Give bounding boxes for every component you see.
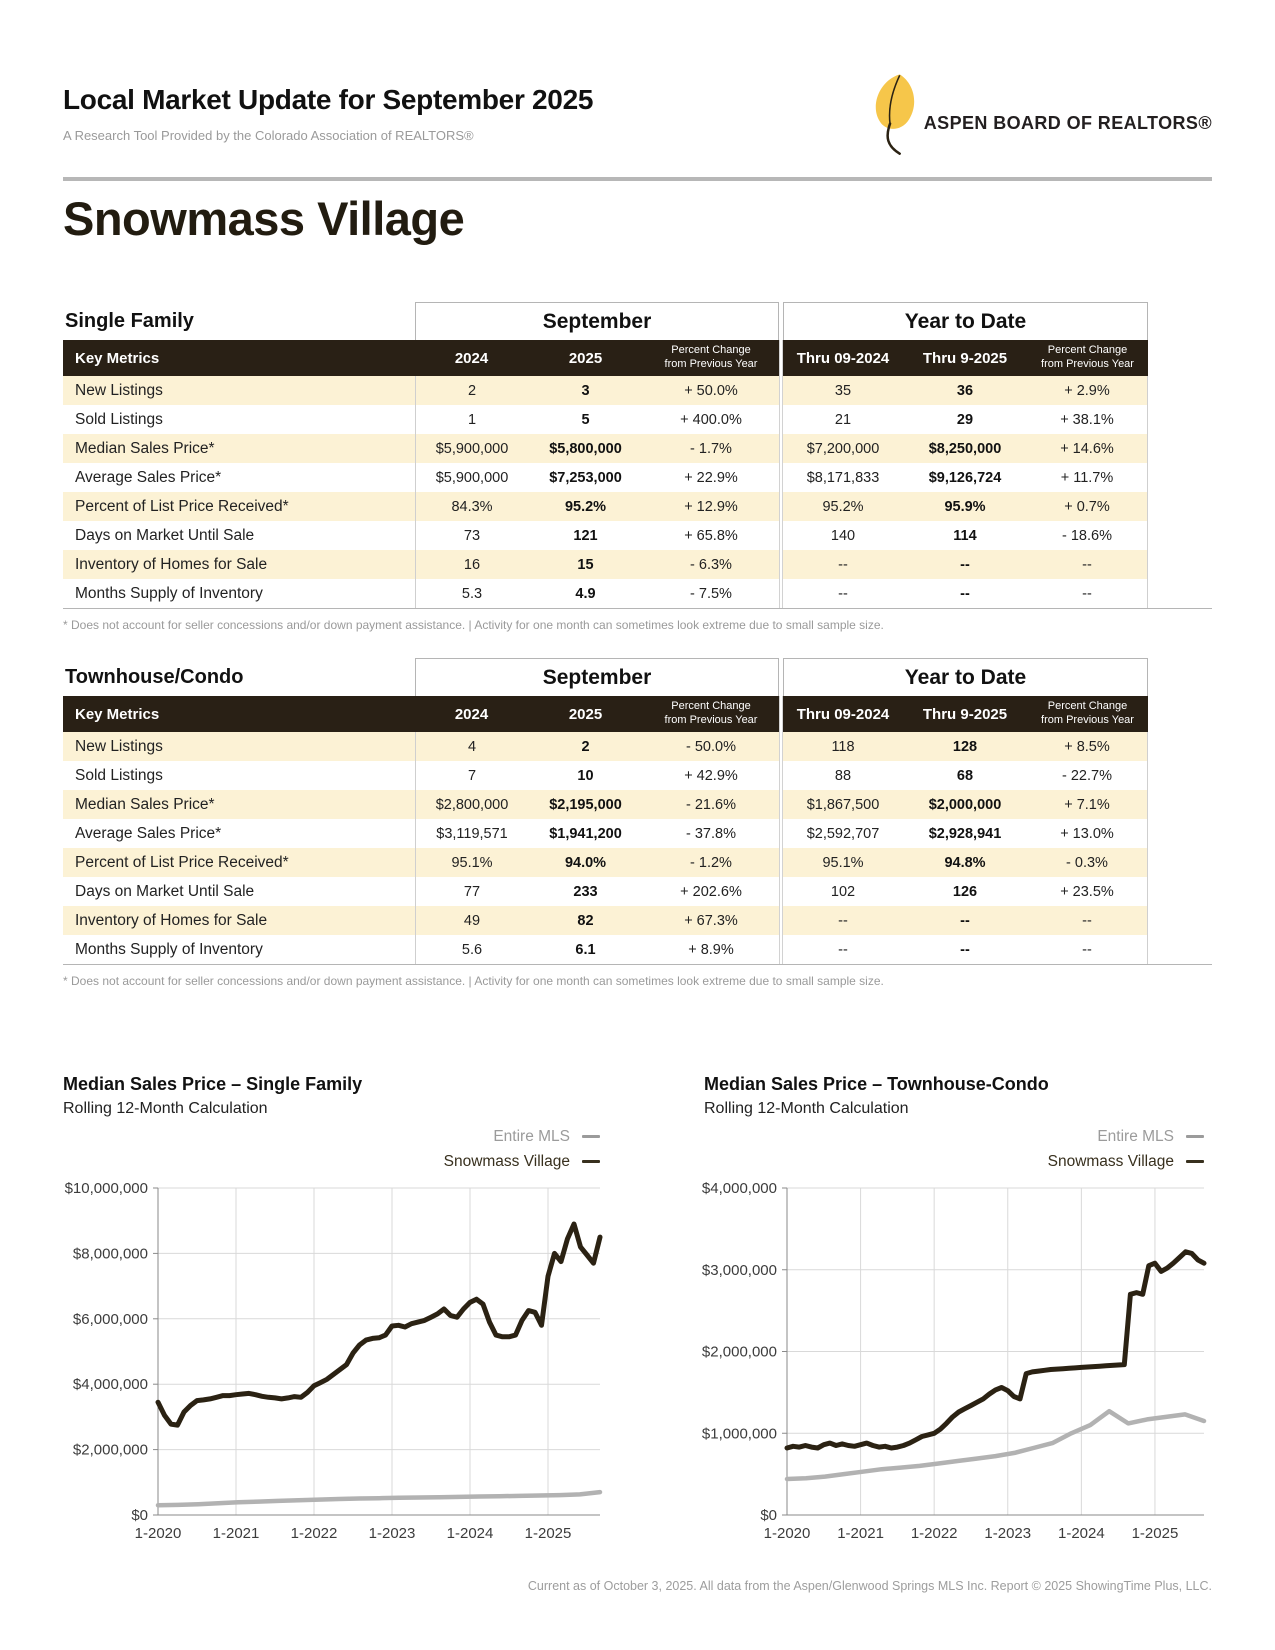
column-header: Thru 9-2025	[903, 696, 1027, 732]
metric-value: - 1.7%	[643, 434, 779, 463]
y-tick-label: $3,000,000	[701, 1261, 777, 1279]
metric-value: - 6.3%	[643, 550, 779, 579]
metric-value: 49	[415, 906, 528, 935]
legend-entry	[682, 1124, 1204, 1149]
metric-value: + 14.6%	[1027, 434, 1148, 463]
y-tick-label: $10,000,000	[64, 1180, 148, 1197]
legend-entry	[63, 1149, 600, 1174]
table-row	[63, 935, 1212, 964]
metric-value: 140	[783, 521, 903, 550]
report-title: Local Market Update for September 2025	[63, 84, 594, 115]
metric-value: $8,171,833	[783, 463, 903, 492]
table-row	[63, 405, 1212, 434]
metric-value: + 202.6%	[643, 877, 779, 906]
metric-value: - 50.0%	[643, 732, 779, 761]
metric-value: + 400.0%	[643, 405, 779, 434]
metric-label: Months Supply of Inventory	[63, 935, 415, 964]
column-header: Percent Change from Previous Year	[1027, 340, 1148, 376]
group-header-september: September	[415, 658, 779, 696]
page-title: Snowmass Village	[63, 192, 465, 245]
metric-value: + 23.5%	[1027, 877, 1148, 906]
chart-plot	[682, 1174, 1212, 1549]
metric-value: 88	[783, 761, 903, 790]
metric-value: 128	[903, 732, 1027, 761]
metric-value: $5,900,000	[415, 434, 528, 463]
report-subtitle: A Research Tool Provided by the Colorado Association of REALTORS®	[63, 128, 474, 143]
metric-value: 102	[783, 877, 903, 906]
x-tick-label: 1-2025	[524, 1525, 572, 1542]
table-group-header-row	[63, 658, 1212, 696]
table-row	[63, 732, 1212, 761]
report-header	[63, 0, 1212, 161]
metric-value: 4.9	[528, 579, 643, 608]
y-tick-label: $0	[131, 1507, 148, 1524]
metric-label: New Listings	[63, 732, 415, 761]
metric-value: - 22.7%	[1027, 761, 1148, 790]
metric-label: Days on Market Until Sale	[63, 877, 415, 906]
metric-label: Sold Listings	[63, 761, 415, 790]
metric-value: 118	[783, 732, 903, 761]
metric-label: Median Sales Price*	[63, 790, 415, 819]
metric-value: $2,000,000	[903, 790, 1027, 819]
table-row	[63, 906, 1212, 935]
metric-value: --	[903, 906, 1027, 935]
metric-value: $9,126,724	[903, 463, 1027, 492]
metric-value: 114	[903, 521, 1027, 550]
legend-entry	[63, 1124, 600, 1149]
group-header-year-to-date: Year to Date	[783, 302, 1148, 340]
legend-label: Snowmass Village	[1047, 1153, 1174, 1170]
metric-value: $1,941,200	[528, 819, 643, 848]
metric-value: $7,200,000	[783, 434, 903, 463]
report-footer: Current as of October 3, 2025. All data from the Aspen/Glenwood Springs MLS Inc. Report © 2025 ShowingTime Plus, LLC.	[527, 1579, 1212, 1593]
x-tick-label: 1-2020	[134, 1525, 182, 1542]
y-tick-label: $1,000,000	[701, 1425, 777, 1443]
chart-title: Median Sales Price – Townhouse-Condo	[704, 1074, 1049, 1094]
metric-label: Median Sales Price*	[63, 434, 415, 463]
metric-value: + 22.9%	[643, 463, 779, 492]
y-tick-label: $6,000,000	[72, 1310, 148, 1328]
metric-value: + 50.0%	[643, 376, 779, 405]
metric-value: - 1.2%	[643, 848, 779, 877]
metric-value: 68	[903, 761, 1027, 790]
x-tick-label: 1-2020	[763, 1525, 811, 1542]
section-label: Townhouse/Condo	[65, 665, 244, 688]
chart-legend	[682, 1124, 1212, 1174]
metric-value: 16	[415, 550, 528, 579]
metric-value: + 42.9%	[643, 761, 779, 790]
column-header: 2024	[415, 340, 528, 376]
logo-text: ASPEN BOARD OF REALTORS®	[923, 113, 1212, 133]
metric-value: --	[903, 579, 1027, 608]
metric-value: 95.2%	[783, 492, 903, 521]
legend-line-swatch	[1186, 1160, 1204, 1163]
metric-value: 95.2%	[528, 492, 643, 521]
y-tick-label: $0	[760, 1507, 777, 1524]
metric-value: 10	[528, 761, 643, 790]
metric-label: Sold Listings	[63, 405, 415, 434]
metric-value: 35	[783, 376, 903, 405]
metric-value: - 18.6%	[1027, 521, 1148, 550]
column-header: Thru 09-2024	[783, 340, 903, 376]
metric-value: 7	[415, 761, 528, 790]
series-line-entire-mls	[158, 1492, 600, 1505]
legend-label: Entire MLS	[493, 1128, 570, 1145]
table-row	[63, 579, 1212, 608]
metric-value: $7,253,000	[528, 463, 643, 492]
metric-value: 126	[903, 877, 1027, 906]
metric-label: Inventory of Homes for Sale	[63, 906, 415, 935]
single-family-chart	[63, 1074, 608, 1549]
column-header: Key Metrics	[63, 340, 415, 376]
metric-value: $2,800,000	[415, 790, 528, 819]
metric-label: Percent of List Price Received*	[63, 848, 415, 877]
x-tick-label: 1-2022	[290, 1525, 338, 1542]
metric-value: - 0.3%	[1027, 848, 1148, 877]
metric-label: Days on Market Until Sale	[63, 521, 415, 550]
metric-value: - 7.5%	[643, 579, 779, 608]
column-header: 2025	[528, 696, 643, 732]
x-tick-label: 1-2024	[1057, 1525, 1105, 1542]
metric-value: --	[783, 906, 903, 935]
metric-value: 5.6	[415, 935, 528, 964]
metric-value: --	[1027, 550, 1148, 579]
chart-legend	[63, 1124, 608, 1174]
series-line-snowmass-village	[158, 1224, 600, 1425]
metric-value: --	[783, 579, 903, 608]
metric-value: 121	[528, 521, 643, 550]
metric-value: --	[783, 550, 903, 579]
header-text-block	[63, 84, 593, 143]
metric-value: $2,928,941	[903, 819, 1027, 848]
chart-subtitle: Rolling 12-Month Calculation	[63, 1100, 268, 1117]
metric-value: 2	[528, 732, 643, 761]
metric-value: 2	[415, 376, 528, 405]
metric-value: - 37.8%	[643, 819, 779, 848]
charts-section	[63, 1074, 1212, 1549]
metric-value: 73	[415, 521, 528, 550]
x-tick-label: 1-2024	[446, 1525, 494, 1542]
townhouse-condo-table	[63, 658, 1212, 965]
metric-value: + 0.7%	[1027, 492, 1148, 521]
table-footnote: * Does not account for seller concessions and/or down payment assistance. | Activity for one month can sometimes look extreme due to small sample size.	[63, 974, 884, 988]
metric-value: --	[1027, 906, 1148, 935]
legend-entry	[682, 1149, 1204, 1174]
metric-value: 21	[783, 405, 903, 434]
metric-label: Average Sales Price*	[63, 463, 415, 492]
divider	[63, 177, 1212, 181]
metric-label: Percent of List Price Received*	[63, 492, 415, 521]
metric-value: 36	[903, 376, 1027, 405]
metric-value: 5.3	[415, 579, 528, 608]
table-row	[63, 492, 1212, 521]
table-row	[63, 790, 1212, 819]
metric-label: New Listings	[63, 376, 415, 405]
metric-value: 15	[528, 550, 643, 579]
column-header: Thru 09-2024	[783, 696, 903, 732]
table-group-header-row	[63, 302, 1212, 340]
metric-value: + 12.9%	[643, 492, 779, 521]
column-header: Key Metrics	[63, 696, 415, 732]
y-tick-label: $8,000,000	[72, 1245, 148, 1263]
table-column-header-row	[63, 340, 1212, 376]
legend-line-swatch	[582, 1160, 600, 1163]
metric-label: Months Supply of Inventory	[63, 579, 415, 608]
metric-value: 82	[528, 906, 643, 935]
y-tick-label: $2,000,000	[72, 1441, 148, 1459]
metric-value: 3	[528, 376, 643, 405]
chart-subtitle: Rolling 12-Month Calculation	[704, 1100, 909, 1117]
column-header: 2024	[415, 696, 528, 732]
chart-plot	[63, 1174, 608, 1549]
metric-value: + 67.3%	[643, 906, 779, 935]
metric-value: 6.1	[528, 935, 643, 964]
table-row	[63, 550, 1212, 579]
metric-value: $5,800,000	[528, 434, 643, 463]
metric-value: $2,592,707	[783, 819, 903, 848]
metric-label: Average Sales Price*	[63, 819, 415, 848]
x-tick-label: 1-2022	[910, 1525, 958, 1542]
legend-label: Snowmass Village	[443, 1153, 570, 1170]
group-header-year-to-date: Year to Date	[783, 658, 1148, 696]
table-row	[63, 848, 1212, 877]
table-row	[63, 463, 1212, 492]
table-row	[63, 819, 1212, 848]
townhouse-condo-chart	[682, 1074, 1212, 1549]
table-row	[63, 434, 1212, 463]
column-header: Percent Change from Previous Year	[643, 696, 779, 732]
aspen-leaf-icon	[862, 72, 920, 161]
metric-label: Inventory of Homes for Sale	[63, 550, 415, 579]
metric-value: 94.8%	[903, 848, 1027, 877]
metric-value: 77	[415, 877, 528, 906]
section-label: Single Family	[65, 309, 194, 332]
metric-value: + 11.7%	[1027, 463, 1148, 492]
metric-value: 95.1%	[415, 848, 528, 877]
metric-value: + 38.1%	[1027, 405, 1148, 434]
column-header: 2025	[528, 340, 643, 376]
metric-value: + 2.9%	[1027, 376, 1148, 405]
legend-line-swatch	[582, 1135, 600, 1138]
x-tick-label: 1-2021	[837, 1525, 884, 1542]
metric-value: $5,900,000	[415, 463, 528, 492]
x-tick-label: 1-2023	[984, 1525, 1032, 1542]
metric-value: --	[783, 935, 903, 964]
metric-value: --	[1027, 935, 1148, 964]
metric-value: $3,119,571	[415, 819, 528, 848]
group-header-september: September	[415, 302, 779, 340]
x-tick-label: 1-2023	[368, 1525, 416, 1542]
metric-value: 1	[415, 405, 528, 434]
metric-value: - 21.6%	[643, 790, 779, 819]
metric-value: 95.1%	[783, 848, 903, 877]
table-row	[63, 376, 1212, 405]
metric-value: + 8.5%	[1027, 732, 1148, 761]
metric-value: 94.0%	[528, 848, 643, 877]
metric-value: 233	[528, 877, 643, 906]
column-header: Percent Change from Previous Year	[1027, 696, 1148, 732]
metric-value: + 8.9%	[643, 935, 779, 964]
metric-value: --	[903, 550, 1027, 579]
single-family-table	[63, 302, 1212, 609]
metric-value: + 13.0%	[1027, 819, 1148, 848]
metric-value: 4	[415, 732, 528, 761]
column-header: Thru 9-2025	[903, 340, 1027, 376]
y-tick-label: $4,000,000	[701, 1180, 777, 1197]
metric-value: $1,867,500	[783, 790, 903, 819]
legend-line-swatch	[1186, 1135, 1204, 1138]
metric-value: 29	[903, 405, 1027, 434]
y-tick-label: $4,000,000	[72, 1376, 148, 1394]
column-header: Percent Change from Previous Year	[643, 340, 779, 376]
y-tick-label: $2,000,000	[701, 1343, 777, 1361]
table-row	[63, 877, 1212, 906]
chart-title: Median Sales Price – Single Family	[63, 1074, 363, 1094]
metric-value: 5	[528, 405, 643, 434]
aspen-board-logo	[862, 72, 1212, 161]
metric-value: $2,195,000	[528, 790, 643, 819]
metric-value: --	[1027, 579, 1148, 608]
metric-value: $8,250,000	[903, 434, 1027, 463]
metric-value: + 65.8%	[643, 521, 779, 550]
table-column-header-row	[63, 696, 1212, 732]
metric-value: --	[903, 935, 1027, 964]
table-row	[63, 521, 1212, 550]
metric-value: 95.9%	[903, 492, 1027, 521]
x-tick-label: 1-2025	[1131, 1525, 1179, 1542]
table-footnote: * Does not account for seller concessions and/or down payment assistance. | Activity for one month can sometimes look extreme due to small sample size.	[63, 618, 884, 632]
metric-value: 84.3%	[415, 492, 528, 521]
metric-value: + 7.1%	[1027, 790, 1148, 819]
x-tick-label: 1-2021	[212, 1525, 260, 1542]
table-row	[63, 761, 1212, 790]
legend-label: Entire MLS	[1097, 1128, 1174, 1145]
